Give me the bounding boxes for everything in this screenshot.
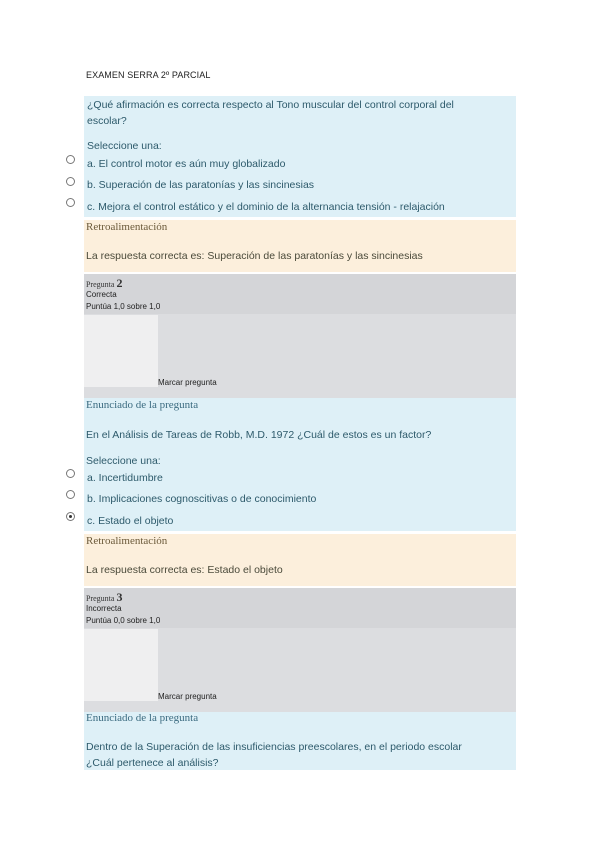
question-2-status: Correcta <box>86 290 117 299</box>
question-3-text-line2: ¿Cuál pertenece al análisis? <box>86 757 219 769</box>
question-3-block <box>84 712 516 770</box>
question-2-text: En el Análisis de Tareas de Robb, M.D. 1972 ¿Cuál de estos es un factor? <box>86 429 432 441</box>
question-2-block <box>84 398 516 531</box>
question-1-select-label: Seleccione una: <box>87 140 162 152</box>
question-1-text <box>87 97 512 129</box>
question-2-flag-button[interactable]: Marcar pregunta <box>158 378 217 387</box>
question-2-radio-a[interactable] <box>66 469 75 478</box>
question-1-radio-c[interactable] <box>66 198 75 207</box>
question-3-flag-box <box>84 629 158 701</box>
question-3-text-line1: Dentro de la Superación de las insuficiencias preescolares, en el periodo escolar <box>86 741 462 753</box>
question-2-radio-b[interactable] <box>66 490 75 499</box>
question-2-feedback-text: La respuesta correcta es: Estado el objeto <box>86 564 283 576</box>
question-3-number <box>86 590 122 605</box>
question-2-flag-box <box>84 315 158 387</box>
question-3-info <box>84 588 516 712</box>
document-title: EXAMEN SERRA 2º PARCIAL <box>86 70 211 80</box>
question-2-option-b[interactable]: b. Implicaciones cognoscitivas o de conocimiento <box>87 493 317 505</box>
question-2-feedback <box>84 534 516 586</box>
question-1-feedback <box>84 220 516 272</box>
question-3-number-value: 3 <box>116 590 123 604</box>
question-2-number-value: 2 <box>116 276 123 290</box>
question-1-feedback-text: La respuesta correcta es: Superación de las paratonías y las sincinesias <box>86 250 423 262</box>
question-1-feedback-heading: Retroalimentación <box>86 221 168 233</box>
question-3-text <box>86 739 514 771</box>
question-1-option-a[interactable]: a. El control motor es aún muy globalizado <box>87 158 286 170</box>
question-1-radio-a[interactable] <box>66 155 75 164</box>
question-2-option-a[interactable]: a. Incertidumbre <box>87 472 163 484</box>
question-3-enunciado: Enunciado de la pregunta <box>86 712 199 724</box>
question-2-info <box>84 274 516 398</box>
question-2-option-c[interactable]: c. Estado el objeto <box>87 515 174 527</box>
question-2-radio-c[interactable] <box>66 512 75 521</box>
question-3-status: Incorrecta <box>86 604 122 613</box>
question-3-score: Puntúa 0,0 sobre 1,0 <box>86 616 161 625</box>
question-1-radio-b[interactable] <box>66 177 75 186</box>
question-2-select-label: Seleccione una: <box>86 455 161 467</box>
question-2-enunciado: Enunciado de la pregunta <box>86 399 199 411</box>
question-3-pregunta-label: Pregunta <box>86 594 115 603</box>
question-1-option-b[interactable]: b. Superación de las paratonías y las sincinesias <box>87 179 315 191</box>
question-2-pregunta-label: Pregunta <box>86 280 115 289</box>
question-1-text-line2: escolar? <box>87 115 127 127</box>
question-1-block <box>84 96 516 217</box>
question-2-feedback-heading: Retroalimentación <box>86 535 168 547</box>
question-3-flag-button[interactable]: Marcar pregunta <box>158 692 217 701</box>
question-1-option-c[interactable]: c. Mejora el control estático y el dominio de la alternancia tensión - relajación <box>87 201 445 213</box>
question-2-score: Puntúa 1,0 sobre 1,0 <box>86 302 161 311</box>
question-2-number <box>86 276 122 291</box>
question-1-text-line1: ¿Qué afirmación es correcta respecto al Tono muscular del control corporal del <box>87 99 454 111</box>
